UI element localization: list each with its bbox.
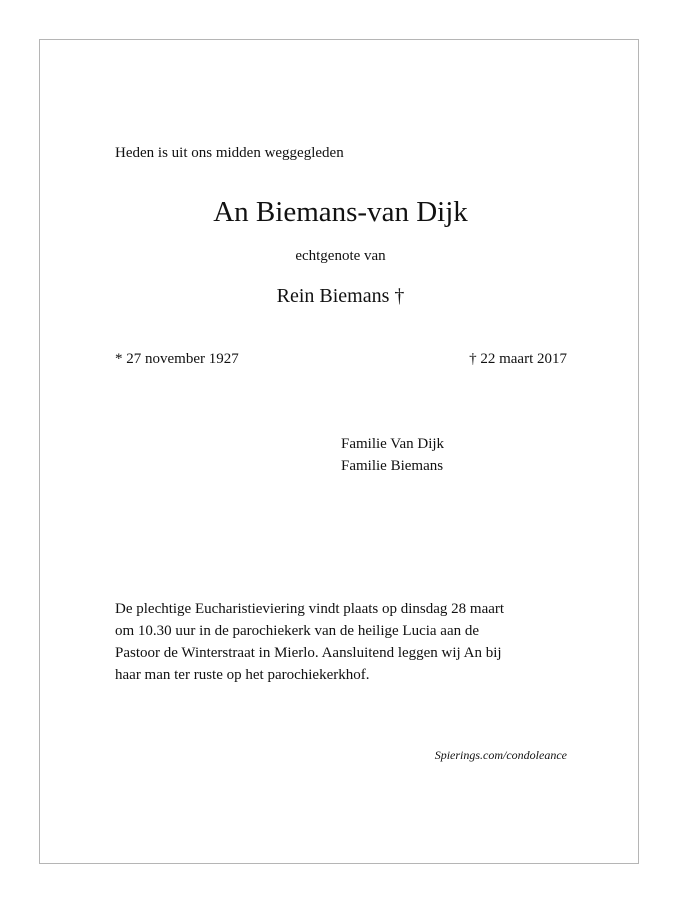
deceased-name: An Biemans-van Dijk — [213, 196, 468, 228]
ceremony-line: om 10.30 uur in de parochiekerk van de heilige Lucia aan de — [115, 623, 480, 639]
family-member: Familie Biemans — [341, 458, 444, 474]
condolence-link[interactable]: Spierings.com/condoleance — [434, 748, 567, 762]
ceremony-line: De plechtige Eucharistieviering vindt plaats op dinsdag 28 maart — [115, 601, 505, 617]
birth-date: * 27 november 1927 — [115, 351, 239, 367]
family-member: Familie Van Dijk — [341, 436, 445, 452]
ceremony-line: haar man ter ruste op het parochiekerkhof. — [115, 667, 370, 683]
ceremony-text — [115, 598, 575, 686]
spouse-name: Rein Biemans † — [276, 285, 405, 307]
spouse-label: echtgenote van — [295, 248, 386, 264]
ceremony-line: Pastoor de Winterstraat in Mierlo. Aansluitend leggen wij An bij — [115, 645, 502, 661]
family-list — [341, 433, 444, 477]
death-date: † 22 maart 2017 — [469, 351, 567, 367]
intro-text: Heden is uit ons midden weggegleden — [115, 145, 344, 161]
